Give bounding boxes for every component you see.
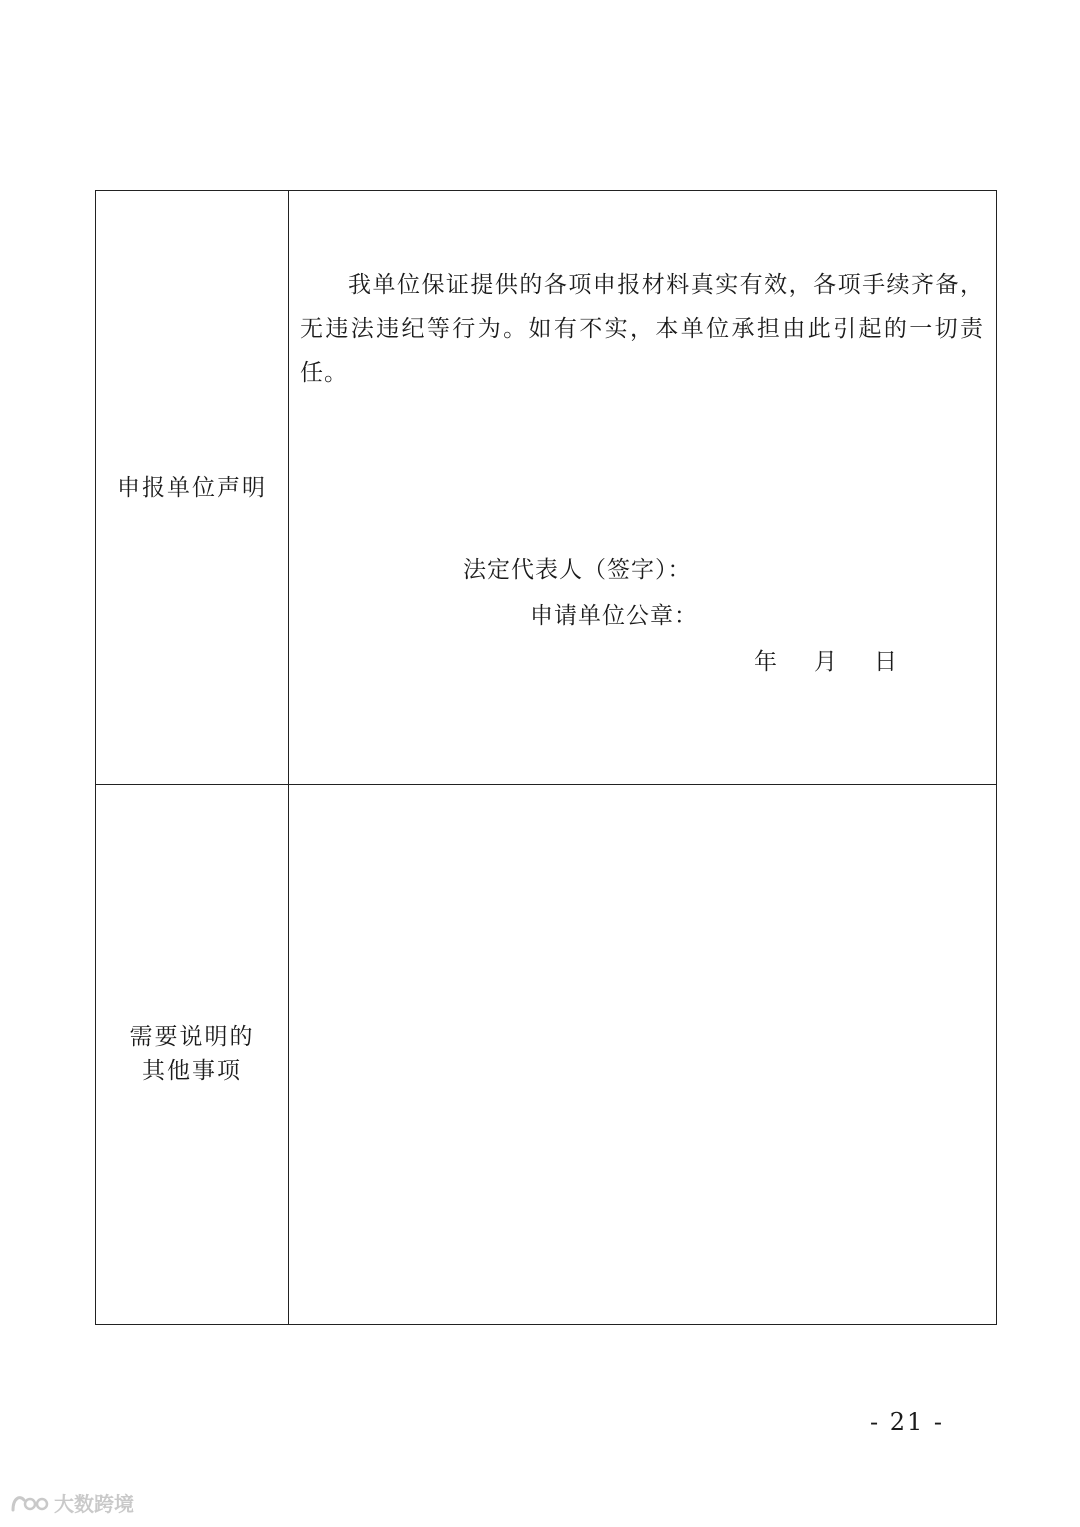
other-matters-label-line1: 需要说明的 [129, 1024, 255, 1050]
page-number: - 21 - [870, 1408, 945, 1436]
other-matters-content-cell [288, 784, 996, 1324]
watermark-text: 大数跨境 [54, 1492, 134, 1516]
date-line [754, 643, 934, 676]
other-matters-label-cell [96, 784, 289, 1324]
declaration-row [96, 191, 996, 785]
application-form-table [95, 190, 997, 1325]
other-matters-row [96, 784, 996, 1324]
other-matters-label-line2: 其他事项 [142, 1058, 242, 1084]
unit-seal-label: 申请单位公章： [530, 603, 698, 629]
watermark [10, 1488, 134, 1517]
brand-logo-icon [10, 1492, 50, 1514]
declaration-content-cell [288, 191, 996, 784]
legal-rep-signature-label: 法定代表人（签字）： [463, 557, 692, 583]
declaration-text: 我单位保证提供的各项申报材料真实有效，各项手续齐备，无违法违纪等行为。如有不实，本单位承担由此引起的一切责任。 [300, 272, 984, 386]
date-year-label: 年 [754, 649, 778, 675]
declaration-label: 申报单位声明 [117, 474, 267, 501]
date-month-label: 月 [814, 649, 838, 675]
other-matters-label [130, 1020, 255, 1088]
date-day-label: 日 [874, 649, 898, 675]
declaration-label-cell [96, 191, 289, 784]
